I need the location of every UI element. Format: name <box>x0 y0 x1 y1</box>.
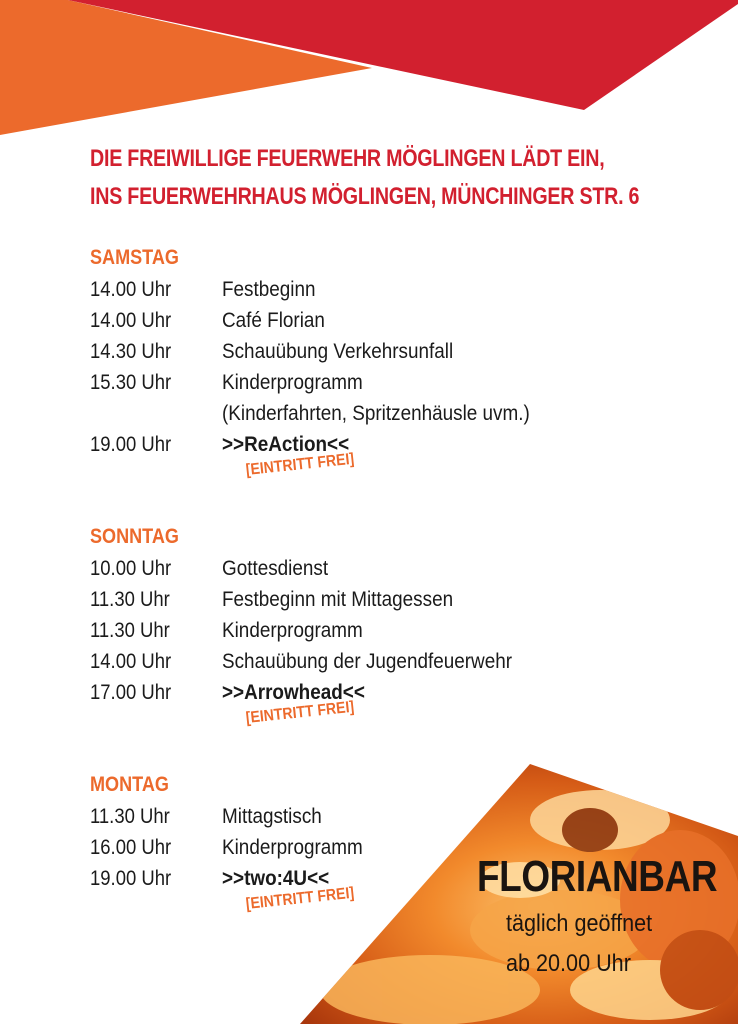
time: 19.00 Uhr <box>90 867 172 890</box>
time: 14.30 Uhr <box>90 340 172 363</box>
band-name: >>two:4U<< <box>222 867 330 890</box>
event: Mittagstisch <box>222 805 322 828</box>
header-line-2: INS FEUERWEHRHAUS MÖGLINGEN, MÜNCHINGER STR. 6 <box>90 183 640 210</box>
day-heading-saturday: SAMSTAG <box>90 246 179 269</box>
event: Kinderprogramm <box>222 836 363 859</box>
free-entry-badge: [EINTRITT FREI] <box>245 698 355 727</box>
time: 11.30 Uhr <box>90 805 170 828</box>
event: Festbeginn mit Mittagessen <box>222 588 454 611</box>
time: 19.00 Uhr <box>90 433 172 456</box>
time: 14.00 Uhr <box>90 309 172 332</box>
day-heading-monday: MONTAG <box>90 773 169 796</box>
band-name: >>ReAction<< <box>222 433 350 456</box>
time: 17.00 Uhr <box>90 681 172 704</box>
event: Schauübung Verkehrsunfall <box>222 340 454 363</box>
time: 14.00 Uhr <box>90 278 172 301</box>
header-line-1: DIE FREIWILLIGE FEUERWEHR MÖGLINGEN LÄDT EIN, <box>90 145 605 172</box>
florianbar-title: FLORIANBAR <box>477 852 718 901</box>
time: 15.30 Uhr <box>90 371 172 394</box>
day-heading-sunday: SONNTAG <box>90 525 179 548</box>
time: 10.00 Uhr <box>90 557 172 580</box>
band-name: >>Arrowhead<< <box>222 681 365 704</box>
time: 14.00 Uhr <box>90 650 172 673</box>
event: Kinderprogramm <box>222 371 363 394</box>
florianbar-hours-line2: ab 20.00 Uhr <box>506 950 631 977</box>
time: 11.30 Uhr <box>90 619 170 642</box>
event-note: (Kinderfahrten, Spritzenhäusle uvm.) <box>222 402 530 425</box>
free-entry-badge: [EINTRITT FREI] <box>245 450 355 479</box>
invitation-header <box>90 140 639 216</box>
event: Kinderprogramm <box>222 619 363 642</box>
event: Festbeginn <box>222 278 316 301</box>
time: 11.30 Uhr <box>90 588 170 611</box>
time: 16.00 Uhr <box>90 836 172 859</box>
free-entry-badge: [EINTRITT FREI] <box>245 884 355 913</box>
florianbar-hours-line1: täglich geöffnet <box>506 910 653 937</box>
event: Schauübung der Jugendfeuerwehr <box>222 650 513 673</box>
event: Gottesdienst <box>222 557 329 580</box>
event: Café Florian <box>222 309 325 332</box>
